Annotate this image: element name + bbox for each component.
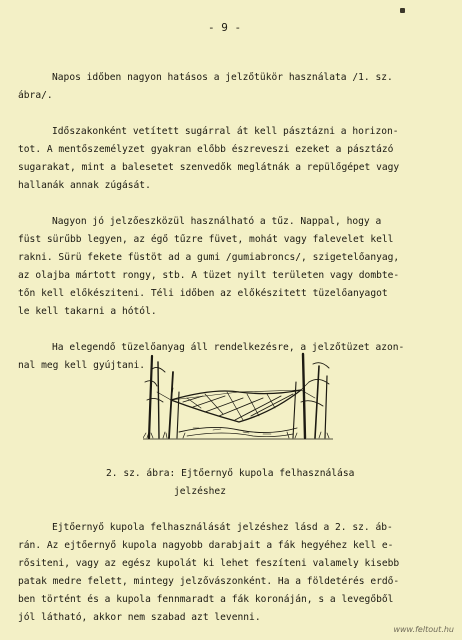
paragraph-line: Ha elegendő tüzelőanyag áll rendelkezésre, a jelzőtüzet azon- xyxy=(52,342,405,353)
paragraph-line: Nagyon jó jelzőeszközül használható a tűz. Nappal, hogy a xyxy=(52,216,382,227)
page-number: - 9 - xyxy=(208,21,242,34)
paragraph-line: jól látható, akkor nem szabad azt levenni. xyxy=(18,612,261,623)
figure-caption: 2. sz. ábra: Ejtőernyő kupola felhasználása xyxy=(106,468,355,479)
paragraph-line: Ejtőernyő kupola felhasználását jelzéshez lásd a 2. sz. áb- xyxy=(52,522,393,533)
paragraph-line: patak medre felett, mintegy jelzővászonként. Ha a földetérés erdő- xyxy=(18,576,400,587)
paragraph-line: tőn kell előkésziteni. Téli időben az előkészitett tüzelőanyagot xyxy=(18,288,388,299)
paragraph-line: rakni. Sürü fekete füstöt ad a gumi /gumiabroncs/, szigetelőanyag, xyxy=(18,252,400,263)
paragraph-line: hallanák annak zúgását. xyxy=(18,180,151,191)
paragraph-line: rősiteni, vagy az egész kupolát ki lehet feszíteni valamely kisebb xyxy=(18,558,400,569)
watermark: www.feltout.hu xyxy=(393,625,454,634)
paragraph-line: rán. Az ejtőernyő kupola nagyobb darabjait a fák hegyéhez kell e- xyxy=(18,540,394,551)
paragraph-line: sugarakat, mint a balesetet szenvedők meglátnák a repülőgépet vagy xyxy=(18,162,400,173)
paragraph-line: tot. A mentőszemélyzet gyakran előbb észreveszi ezeket a pásztázó xyxy=(18,144,394,155)
figure-caption: jelzéshez xyxy=(174,486,226,497)
paragraph-line: nal meg kell gyújtani. xyxy=(18,360,146,371)
paragraph-line: füst sürűbb legyen, az égő tűzre füvet, mohát vagy falevelet kell xyxy=(18,234,394,245)
paragraph-line: az olajba mártott rongy, stb. A tüzet nyilt területen vagy dombte- xyxy=(18,270,400,281)
paragraph-line: ben történt és a kupola fennmaradt a fák koronáján, s a levegőből xyxy=(18,594,394,605)
paragraph-line: le kell takarni a hótól. xyxy=(18,306,157,317)
paragraph-line: ábra/. xyxy=(18,90,53,101)
paragraph-line: Napos időben nagyon hatásos a jelzőtükör használata /1. sz. xyxy=(52,72,393,83)
scan-dot xyxy=(400,8,405,13)
parachute-canopy-illustration xyxy=(143,352,333,440)
paragraph-line: Időszakonként vetített sugárral át kell pásztázni a horizon- xyxy=(52,126,399,137)
